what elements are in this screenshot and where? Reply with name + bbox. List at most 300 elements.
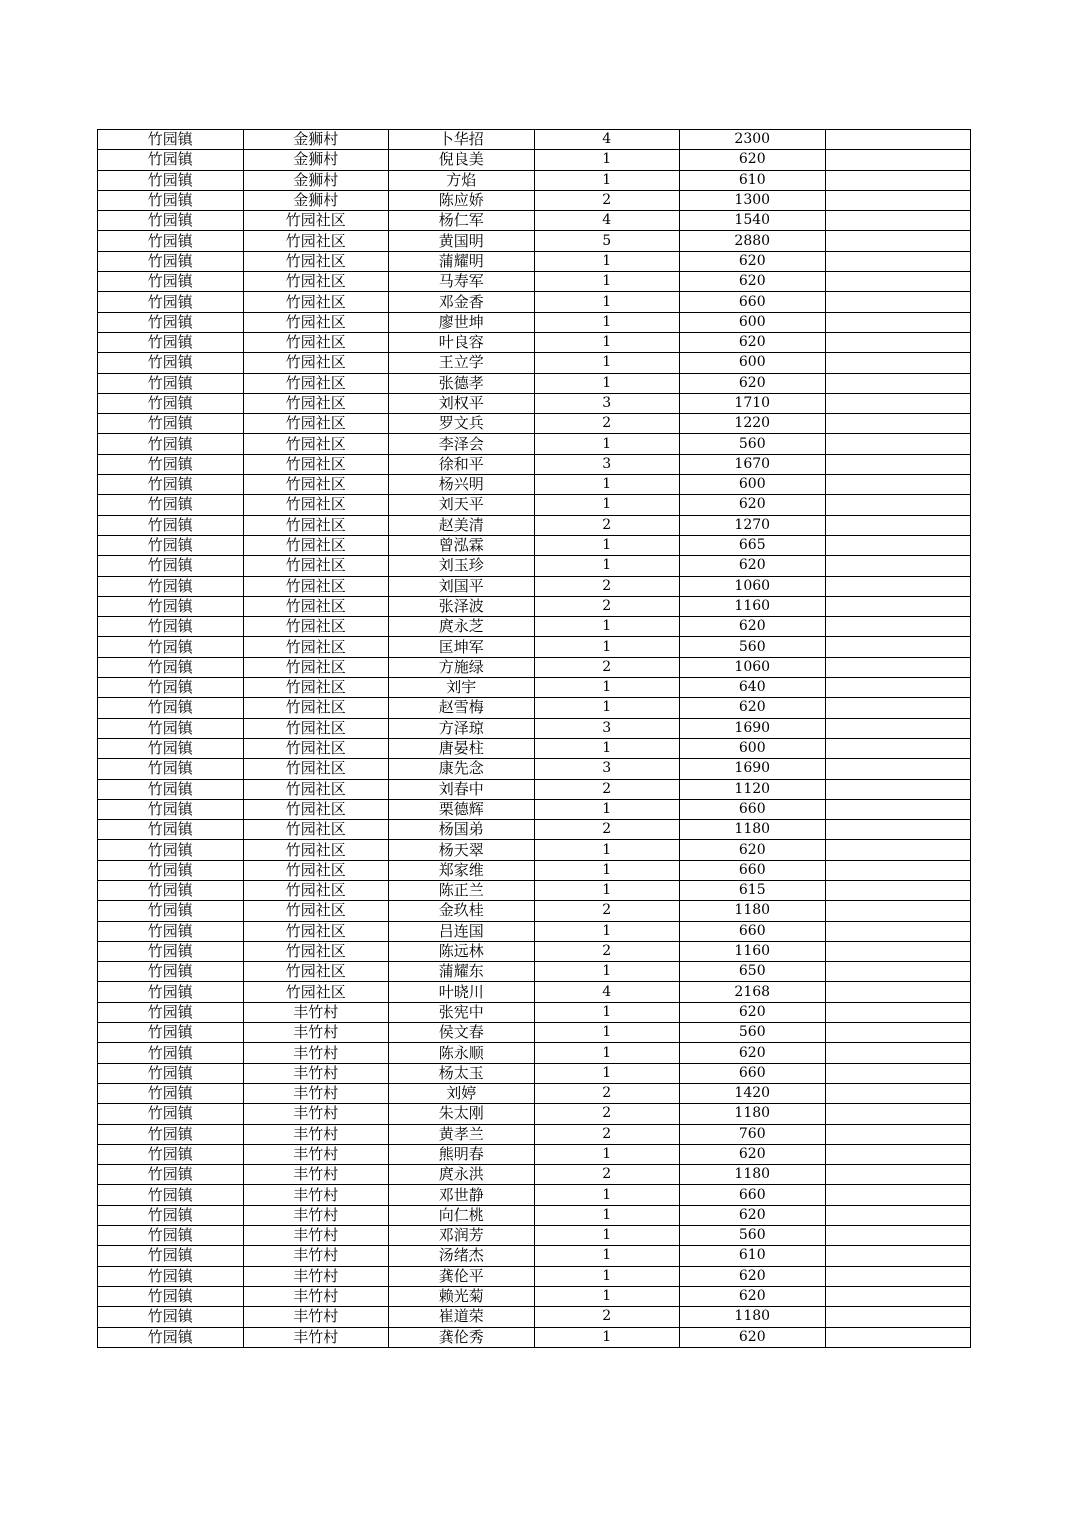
count-cell: 1 — [534, 353, 680, 373]
table-row — [98, 150, 971, 170]
note-cell — [825, 373, 971, 393]
note-cell — [825, 1165, 971, 1185]
note-cell — [825, 779, 971, 799]
note-cell — [825, 272, 971, 292]
note-cell — [825, 698, 971, 718]
table-row — [98, 982, 971, 1002]
name-cell: 陈应娇 — [389, 190, 535, 210]
town-cell: 竹园镇 — [98, 698, 244, 718]
note-cell — [825, 860, 971, 880]
town-cell: 竹园镇 — [98, 880, 244, 900]
note-cell — [825, 799, 971, 819]
count-cell: 1 — [534, 1002, 680, 1022]
town-cell: 竹园镇 — [98, 617, 244, 637]
amount-cell: 620 — [680, 1205, 826, 1225]
count-cell: 2 — [534, 190, 680, 210]
village-cell: 竹园社区 — [243, 576, 389, 596]
note-cell — [825, 1266, 971, 1286]
town-cell: 竹园镇 — [98, 556, 244, 576]
name-cell: 蒲耀明 — [389, 251, 535, 271]
note-cell — [825, 353, 971, 373]
town-cell: 竹园镇 — [98, 190, 244, 210]
amount-cell: 560 — [680, 434, 826, 454]
table-row — [98, 434, 971, 454]
village-cell: 丰竹村 — [243, 1124, 389, 1144]
village-cell: 竹园社区 — [243, 637, 389, 657]
name-cell: 罗文兵 — [389, 414, 535, 434]
count-cell: 1 — [534, 637, 680, 657]
village-cell: 丰竹村 — [243, 1185, 389, 1205]
town-cell: 竹园镇 — [98, 475, 244, 495]
table-row — [98, 901, 971, 921]
count-cell: 1 — [534, 1144, 680, 1164]
count-cell: 1 — [534, 921, 680, 941]
amount-cell: 1180 — [680, 820, 826, 840]
table-row — [98, 1124, 971, 1144]
town-cell: 竹园镇 — [98, 779, 244, 799]
amount-cell: 615 — [680, 880, 826, 900]
table-row — [98, 1327, 971, 1347]
village-cell: 竹园社区 — [243, 657, 389, 677]
count-cell: 1 — [534, 678, 680, 698]
table-row — [98, 678, 971, 698]
table-row — [98, 312, 971, 332]
village-cell: 竹园社区 — [243, 941, 389, 961]
village-cell: 竹园社区 — [243, 820, 389, 840]
name-cell: 匡坤军 — [389, 637, 535, 657]
town-cell: 竹园镇 — [98, 1226, 244, 1246]
name-cell: 刘权平 — [389, 393, 535, 413]
count-cell: 2 — [534, 1124, 680, 1144]
name-cell: 吕连国 — [389, 921, 535, 941]
count-cell: 1 — [534, 434, 680, 454]
note-cell — [825, 1185, 971, 1205]
village-cell: 金狮村 — [243, 170, 389, 190]
note-cell — [825, 657, 971, 677]
amount-cell: 620 — [680, 840, 826, 860]
town-cell: 竹园镇 — [98, 1307, 244, 1327]
name-cell: 叶晓川 — [389, 982, 535, 1002]
note-cell — [825, 1124, 971, 1144]
amount-cell: 560 — [680, 637, 826, 657]
count-cell: 2 — [534, 779, 680, 799]
count-cell: 2 — [534, 515, 680, 535]
amount-cell: 640 — [680, 678, 826, 698]
village-cell: 竹园社区 — [243, 596, 389, 616]
count-cell: 1 — [534, 373, 680, 393]
count-cell: 1 — [534, 292, 680, 312]
note-cell — [825, 921, 971, 941]
note-cell — [825, 1083, 971, 1103]
note-cell — [825, 231, 971, 251]
table-row — [98, 170, 971, 190]
note-cell — [825, 1063, 971, 1083]
amount-cell: 660 — [680, 799, 826, 819]
amount-cell: 620 — [680, 1327, 826, 1347]
village-cell: 竹园社区 — [243, 962, 389, 982]
count-cell: 1 — [534, 556, 680, 576]
table-row — [98, 1205, 971, 1225]
village-cell: 丰竹村 — [243, 1083, 389, 1103]
village-cell: 丰竹村 — [243, 1327, 389, 1347]
village-cell: 竹园社区 — [243, 292, 389, 312]
note-cell — [825, 1226, 971, 1246]
table-row — [98, 1246, 971, 1266]
amount-cell: 1690 — [680, 759, 826, 779]
name-cell: 刘春中 — [389, 779, 535, 799]
table-row — [98, 1286, 971, 1306]
note-cell — [825, 637, 971, 657]
amount-cell: 660 — [680, 1063, 826, 1083]
village-cell: 丰竹村 — [243, 1023, 389, 1043]
name-cell: 龚伦平 — [389, 1266, 535, 1286]
count-cell: 3 — [534, 718, 680, 738]
amount-cell: 1220 — [680, 414, 826, 434]
note-cell — [825, 1023, 971, 1043]
village-cell: 竹园社区 — [243, 860, 389, 880]
name-cell: 杨仁军 — [389, 211, 535, 231]
name-cell: 刘婷 — [389, 1083, 535, 1103]
count-cell: 3 — [534, 454, 680, 474]
village-cell: 竹园社区 — [243, 475, 389, 495]
note-cell — [825, 475, 971, 495]
count-cell: 1 — [534, 840, 680, 860]
name-cell: 蒲耀东 — [389, 962, 535, 982]
town-cell: 竹园镇 — [98, 860, 244, 880]
table-row — [98, 1165, 971, 1185]
count-cell: 2 — [534, 941, 680, 961]
note-cell — [825, 130, 971, 150]
town-cell: 竹园镇 — [98, 1083, 244, 1103]
name-cell: 杨兴明 — [389, 475, 535, 495]
count-cell: 1 — [534, 332, 680, 352]
town-cell: 竹园镇 — [98, 941, 244, 961]
name-cell: 黄国明 — [389, 231, 535, 251]
name-cell: 刘宇 — [389, 678, 535, 698]
note-cell — [825, 840, 971, 860]
amount-cell: 2300 — [680, 130, 826, 150]
amount-cell: 1160 — [680, 596, 826, 616]
amount-cell: 1270 — [680, 515, 826, 535]
count-cell: 1 — [534, 1063, 680, 1083]
town-cell: 竹园镇 — [98, 1286, 244, 1306]
town-cell: 竹园镇 — [98, 901, 244, 921]
note-cell — [825, 414, 971, 434]
count-cell: 3 — [534, 393, 680, 413]
town-cell: 竹园镇 — [98, 921, 244, 941]
table-row — [98, 515, 971, 535]
table-body — [98, 130, 971, 1348]
town-cell: 竹园镇 — [98, 414, 244, 434]
town-cell: 竹园镇 — [98, 292, 244, 312]
table-row — [98, 1043, 971, 1063]
name-cell: 曾泓霖 — [389, 535, 535, 555]
count-cell: 2 — [534, 820, 680, 840]
village-cell: 金狮村 — [243, 130, 389, 150]
town-cell: 竹园镇 — [98, 251, 244, 271]
name-cell: 黄孝兰 — [389, 1124, 535, 1144]
note-cell — [825, 820, 971, 840]
name-cell: 杨太玉 — [389, 1063, 535, 1083]
town-cell: 竹园镇 — [98, 1043, 244, 1063]
amount-cell: 1690 — [680, 718, 826, 738]
name-cell: 郑家维 — [389, 860, 535, 880]
village-cell: 竹园社区 — [243, 921, 389, 941]
town-cell: 竹园镇 — [98, 840, 244, 860]
count-cell: 1 — [534, 251, 680, 271]
amount-cell: 2880 — [680, 231, 826, 251]
note-cell — [825, 1246, 971, 1266]
note-cell — [825, 1002, 971, 1022]
amount-cell: 665 — [680, 535, 826, 555]
note-cell — [825, 617, 971, 637]
table-row — [98, 393, 971, 413]
amount-cell: 620 — [680, 1144, 826, 1164]
village-cell: 金狮村 — [243, 150, 389, 170]
amount-cell: 600 — [680, 312, 826, 332]
table-row — [98, 231, 971, 251]
table-row — [98, 617, 971, 637]
count-cell: 1 — [534, 475, 680, 495]
village-cell: 丰竹村 — [243, 1144, 389, 1164]
name-cell: 赵雪梅 — [389, 698, 535, 718]
table-row — [98, 1083, 971, 1103]
count-cell: 1 — [534, 535, 680, 555]
note-cell — [825, 190, 971, 210]
data-table — [97, 129, 971, 1348]
village-cell: 丰竹村 — [243, 1002, 389, 1022]
town-cell: 竹园镇 — [98, 130, 244, 150]
count-cell: 3 — [534, 759, 680, 779]
table-row — [98, 251, 971, 271]
table-row — [98, 657, 971, 677]
name-cell: 方施绿 — [389, 657, 535, 677]
town-cell: 竹园镇 — [98, 1185, 244, 1205]
town-cell: 竹园镇 — [98, 1205, 244, 1225]
name-cell: 庹永洪 — [389, 1165, 535, 1185]
amount-cell: 1670 — [680, 454, 826, 474]
name-cell: 方焰 — [389, 170, 535, 190]
amount-cell: 760 — [680, 1124, 826, 1144]
town-cell: 竹园镇 — [98, 515, 244, 535]
note-cell — [825, 1104, 971, 1124]
note-cell — [825, 292, 971, 312]
village-cell: 竹园社区 — [243, 495, 389, 515]
amount-cell: 620 — [680, 150, 826, 170]
village-cell: 竹园社区 — [243, 982, 389, 1002]
note-cell — [825, 150, 971, 170]
note-cell — [825, 1205, 971, 1225]
town-cell: 竹园镇 — [98, 373, 244, 393]
note-cell — [825, 312, 971, 332]
table-row — [98, 1063, 971, 1083]
count-cell: 5 — [534, 231, 680, 251]
amount-cell: 600 — [680, 353, 826, 373]
name-cell: 卜华招 — [389, 130, 535, 150]
count-cell: 1 — [534, 1246, 680, 1266]
amount-cell: 1180 — [680, 1307, 826, 1327]
name-cell: 张泽波 — [389, 596, 535, 616]
amount-cell: 620 — [680, 272, 826, 292]
town-cell: 竹园镇 — [98, 353, 244, 373]
table-row — [98, 596, 971, 616]
village-cell: 竹园社区 — [243, 698, 389, 718]
note-cell — [825, 982, 971, 1002]
table-row — [98, 1266, 971, 1286]
note-cell — [825, 515, 971, 535]
name-cell: 马寿军 — [389, 272, 535, 292]
name-cell: 张德孝 — [389, 373, 535, 393]
name-cell: 康先念 — [389, 759, 535, 779]
count-cell: 1 — [534, 1226, 680, 1246]
town-cell: 竹园镇 — [98, 738, 244, 758]
amount-cell: 560 — [680, 1226, 826, 1246]
table-row — [98, 414, 971, 434]
note-cell — [825, 759, 971, 779]
name-cell: 陈远林 — [389, 941, 535, 961]
note-cell — [825, 1327, 971, 1347]
amount-cell: 1300 — [680, 190, 826, 210]
town-cell: 竹园镇 — [98, 1104, 244, 1124]
table-row — [98, 495, 971, 515]
amount-cell: 650 — [680, 962, 826, 982]
note-cell — [825, 576, 971, 596]
town-cell: 竹园镇 — [98, 1144, 244, 1164]
village-cell: 竹园社区 — [243, 678, 389, 698]
name-cell: 向仁桃 — [389, 1205, 535, 1225]
village-cell: 丰竹村 — [243, 1165, 389, 1185]
note-cell — [825, 556, 971, 576]
village-cell: 竹园社区 — [243, 779, 389, 799]
village-cell: 竹园社区 — [243, 556, 389, 576]
table-row — [98, 840, 971, 860]
note-cell — [825, 880, 971, 900]
name-cell: 陈正兰 — [389, 880, 535, 900]
table-row — [98, 1002, 971, 1022]
town-cell: 竹园镇 — [98, 272, 244, 292]
name-cell: 庹永芝 — [389, 617, 535, 637]
amount-cell: 1420 — [680, 1083, 826, 1103]
name-cell: 刘玉珍 — [389, 556, 535, 576]
table-row — [98, 860, 971, 880]
note-cell — [825, 393, 971, 413]
town-cell: 竹园镇 — [98, 637, 244, 657]
count-cell: 2 — [534, 1083, 680, 1103]
village-cell: 竹园社区 — [243, 353, 389, 373]
name-cell: 方泽琼 — [389, 718, 535, 738]
town-cell: 竹园镇 — [98, 332, 244, 352]
note-cell — [825, 170, 971, 190]
name-cell: 唐晏柱 — [389, 738, 535, 758]
town-cell: 竹园镇 — [98, 982, 244, 1002]
count-cell: 2 — [534, 1104, 680, 1124]
count-cell: 1 — [534, 799, 680, 819]
village-cell: 丰竹村 — [243, 1104, 389, 1124]
table-row — [98, 1226, 971, 1246]
village-cell: 丰竹村 — [243, 1205, 389, 1225]
table-row — [98, 1144, 971, 1164]
count-cell: 2 — [534, 576, 680, 596]
note-cell — [825, 1286, 971, 1306]
town-cell: 竹园镇 — [98, 211, 244, 231]
count-cell: 1 — [534, 962, 680, 982]
name-cell: 赵美清 — [389, 515, 535, 535]
name-cell: 金玖桂 — [389, 901, 535, 921]
amount-cell: 560 — [680, 1023, 826, 1043]
village-cell: 竹园社区 — [243, 535, 389, 555]
count-cell: 1 — [534, 150, 680, 170]
table-row — [98, 190, 971, 210]
table-row — [98, 880, 971, 900]
table-row — [98, 820, 971, 840]
town-cell: 竹园镇 — [98, 1165, 244, 1185]
amount-cell: 600 — [680, 475, 826, 495]
amount-cell: 660 — [680, 292, 826, 312]
note-cell — [825, 535, 971, 555]
amount-cell: 2168 — [680, 982, 826, 1002]
village-cell: 竹园社区 — [243, 211, 389, 231]
village-cell: 丰竹村 — [243, 1307, 389, 1327]
name-cell: 侯文春 — [389, 1023, 535, 1043]
count-cell: 1 — [534, 1205, 680, 1225]
amount-cell: 620 — [680, 1002, 826, 1022]
count-cell: 1 — [534, 1327, 680, 1347]
village-cell: 丰竹村 — [243, 1043, 389, 1063]
table-row — [98, 292, 971, 312]
town-cell: 竹园镇 — [98, 1327, 244, 1347]
amount-cell: 600 — [680, 738, 826, 758]
name-cell: 崔道荣 — [389, 1307, 535, 1327]
note-cell — [825, 941, 971, 961]
town-cell: 竹园镇 — [98, 1266, 244, 1286]
village-cell: 竹园社区 — [243, 880, 389, 900]
table-row — [98, 637, 971, 657]
village-cell: 竹园社区 — [243, 759, 389, 779]
count-cell: 1 — [534, 1185, 680, 1205]
name-cell: 杨天翠 — [389, 840, 535, 860]
name-cell: 倪良美 — [389, 150, 535, 170]
name-cell: 王立学 — [389, 353, 535, 373]
amount-cell: 1180 — [680, 1104, 826, 1124]
name-cell: 刘天平 — [389, 495, 535, 515]
town-cell: 竹园镇 — [98, 150, 244, 170]
village-cell: 丰竹村 — [243, 1286, 389, 1306]
name-cell: 朱太刚 — [389, 1104, 535, 1124]
table-row — [98, 718, 971, 738]
amount-cell: 620 — [680, 698, 826, 718]
amount-cell: 1160 — [680, 941, 826, 961]
note-cell — [825, 596, 971, 616]
village-cell: 竹园社区 — [243, 414, 389, 434]
village-cell: 丰竹村 — [243, 1266, 389, 1286]
name-cell: 龚伦秀 — [389, 1327, 535, 1347]
count-cell: 4 — [534, 211, 680, 231]
amount-cell: 620 — [680, 1043, 826, 1063]
amount-cell: 1710 — [680, 393, 826, 413]
count-cell: 1 — [534, 272, 680, 292]
note-cell — [825, 678, 971, 698]
village-cell: 丰竹村 — [243, 1226, 389, 1246]
table-row — [98, 353, 971, 373]
table-row — [98, 535, 971, 555]
amount-cell: 1180 — [680, 901, 826, 921]
table-row — [98, 130, 971, 150]
count-cell: 1 — [534, 1043, 680, 1063]
note-cell — [825, 332, 971, 352]
count-cell: 2 — [534, 1307, 680, 1327]
town-cell: 竹园镇 — [98, 962, 244, 982]
table-row — [98, 799, 971, 819]
